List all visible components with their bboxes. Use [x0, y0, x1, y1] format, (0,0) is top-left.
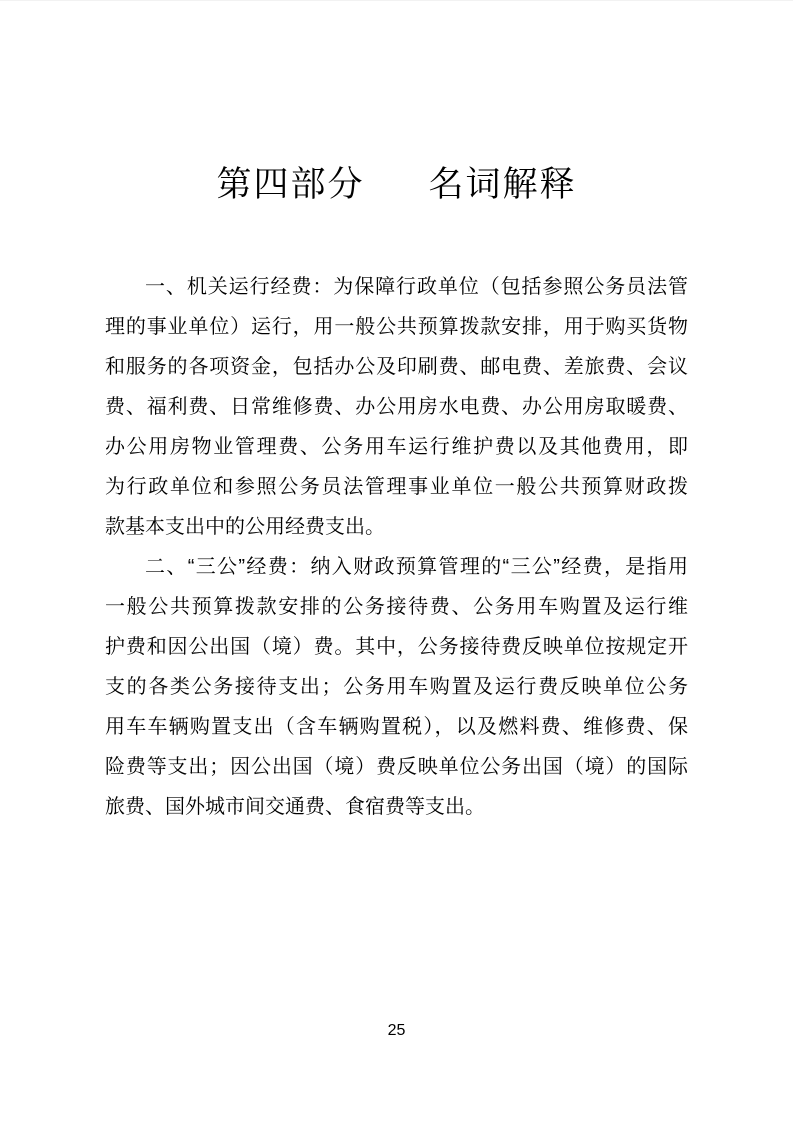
text-line: 理的事业单位）运行，用一般公共预算拨款安排，用于购买货物	[105, 316, 688, 338]
text-line: 护费和因公出国（境）费。其中，公务接待费反映单位按规定开	[105, 636, 688, 658]
text-line: 为行政单位和参照公务员法管理事业单位一般公共预算财政拨	[105, 476, 688, 498]
text-line: 险费等支出；因公出国（境）费反映单位公务出国（境）的国际	[105, 756, 688, 778]
page-title-section: 名词解释	[428, 165, 577, 204]
text-line: 费、福利费、日常维修费、办公用房水电费、办公用房取暖费、	[105, 396, 688, 418]
document-body	[105, 267, 688, 827]
text-line: 用车车辆购置支出（含车辆购置税），以及燃料费、维修费、保	[105, 716, 688, 738]
page-title-part: 第四部分	[216, 165, 365, 204]
text-line: 旅费、国外城市间交通费、食宿费等支出。	[105, 796, 485, 818]
text-line: 和服务的各项资金，包括办公及印刷费、邮电费、差旅费、会议	[105, 356, 688, 378]
text-line: 一般公共预算拨款安排的公务接待费、公务用车购置及运行维	[105, 596, 688, 618]
page-number: 25	[387, 1022, 406, 1039]
page-title	[0, 161, 793, 209]
text-line: 支的各类公务接待支出；公务用车购置及运行费反映单位公务	[105, 676, 688, 698]
text-line: 办公用房物业管理费、公务用车运行维护费以及其他费用，即	[105, 436, 688, 458]
text-line: 二、“三公”经费：纳入财政预算管理的“三公”经费，是指用	[145, 556, 688, 578]
text-line: 款基本支出中的公用经费支出。	[105, 516, 385, 538]
text-line: 一、机关运行经费：为保障行政单位（包括参照公务员法管	[145, 276, 688, 298]
